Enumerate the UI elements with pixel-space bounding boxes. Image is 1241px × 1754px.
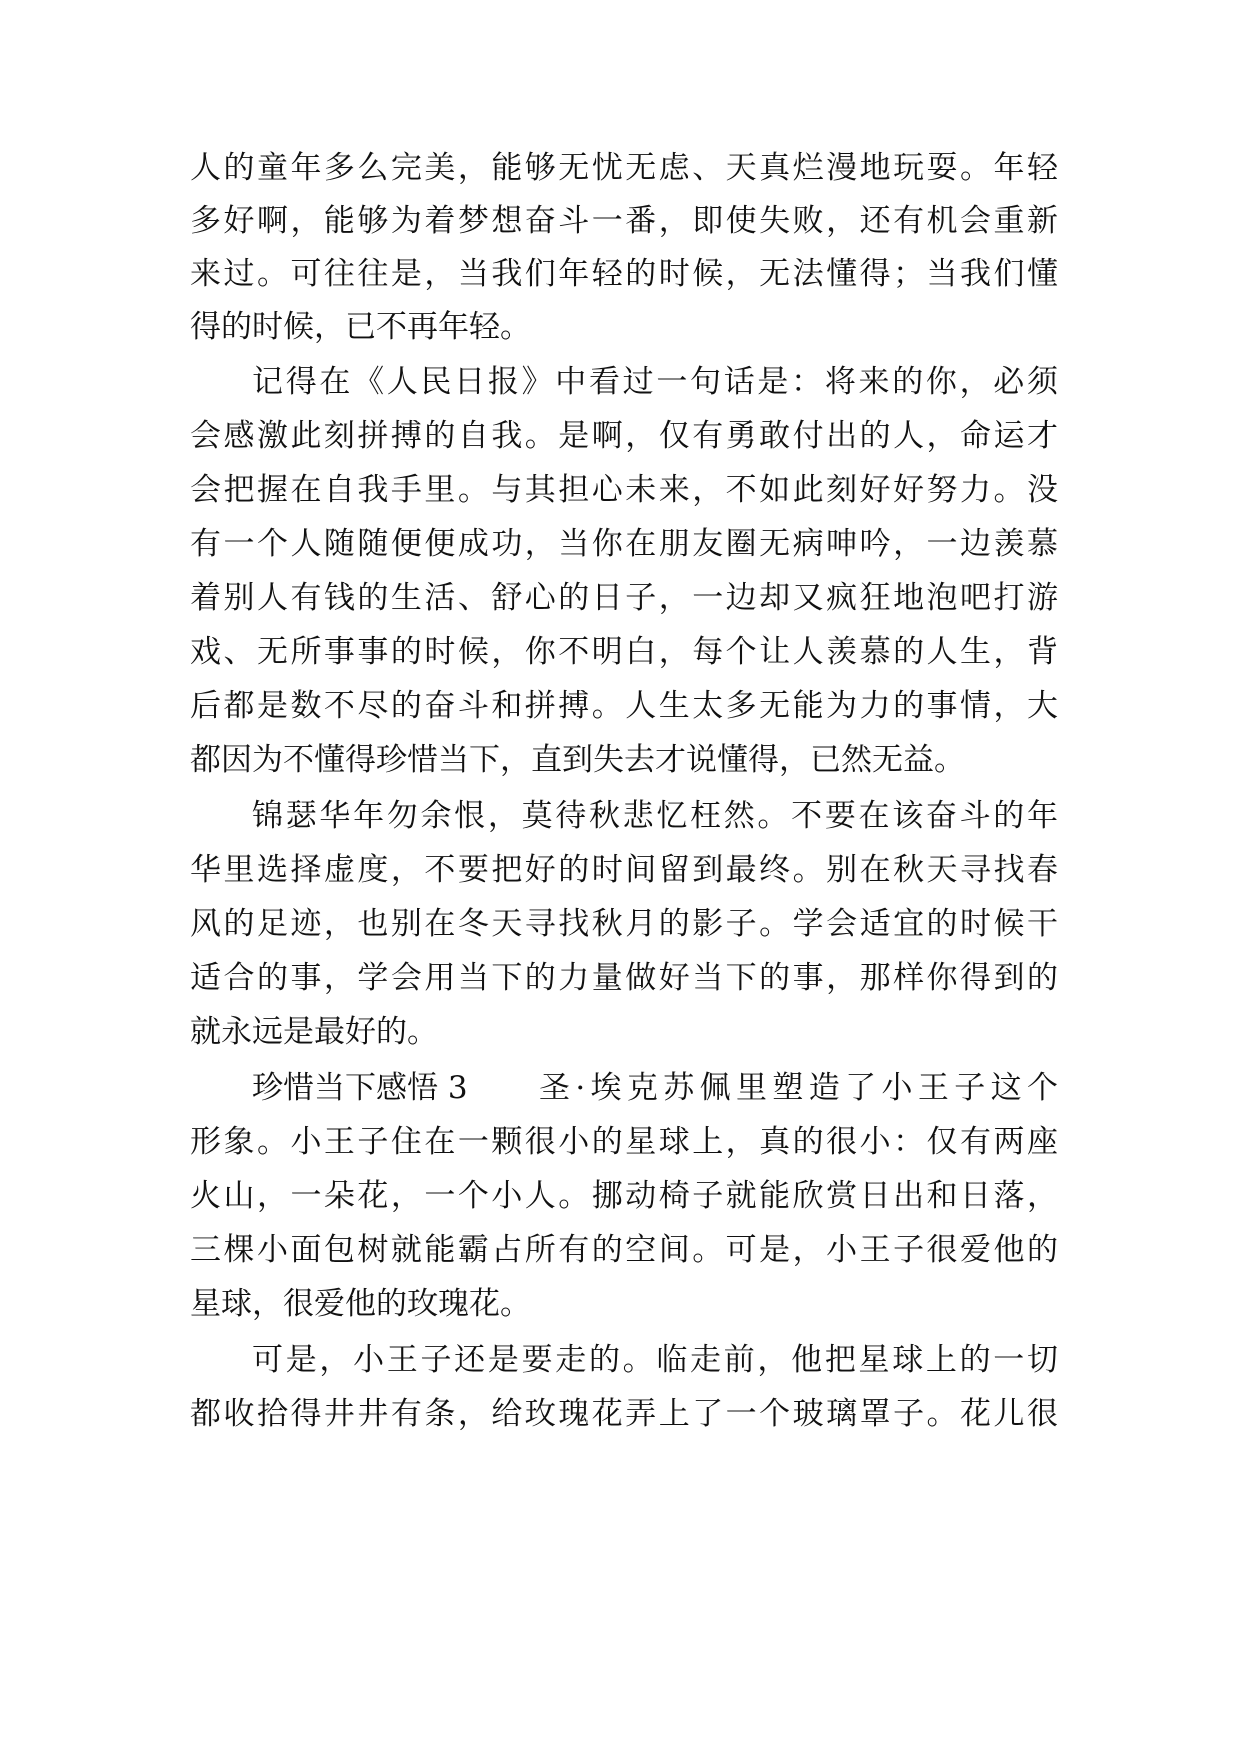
section-heading: 珍惜当下感悟 3: [252, 1070, 468, 1106]
paragraph-5-line-2: 都收拾得井井有条，给玫瑰花弄上了一个玻璃罩子。花儿很: [190, 1396, 1058, 1432]
paragraph-2-line-8: 都因为不懂得珍惜当下，直到失去才说懂得，已然无益。: [190, 742, 965, 778]
paragraph-4-line-3: 火山，一朵花，一个小人。挪动椅子就能欣赏日出和日落，: [190, 1178, 1058, 1214]
paragraph-1-line-4: 得的时候，已不再年轻。: [190, 309, 531, 345]
paragraph-4-line-1-text: 圣·埃克苏佩里塑造了小王子这个: [533, 1070, 1058, 1106]
paragraph-3-line-4: 适合的事，学会用当下的力量做好当下的事，那样你得到的: [190, 960, 1058, 996]
paragraph-3-line-1: 锦瑟华年勿余恨，莫待秋悲忆枉然。不要在该奋斗的年: [252, 798, 1058, 834]
paragraph-5-line-1: 可是，小王子还是要走的。临走前，他把星球上的一切: [252, 1342, 1058, 1378]
paragraph-4-line-2: 形象。小王子住在一颗很小的星球上，真的很小：仅有两座: [190, 1124, 1058, 1160]
paragraph-3-line-3: 风的足迹，也别在冬天寻找秋月的影子。学会适宜的时候干: [190, 906, 1058, 942]
paragraph-2-line-1: 记得在《人民日报》中看过一句话是：将来的你，必须: [252, 364, 1058, 400]
paragraph-2-line-4: 有一个人随随便便成功，当你在朋友圈无病呻吟，一边羡慕: [190, 526, 1058, 562]
paragraph-2-line-7: 后都是数不尽的奋斗和拼搏。人生太多无能为力的事情，大: [190, 688, 1058, 724]
paragraph-1-line-1: 人的童年多么完美，能够无忧无虑、天真烂漫地玩耍。年轻: [190, 150, 1058, 186]
paragraph-4-line-4: 三棵小面包树就能霸占所有的空间。可是，小王子很爱他的: [190, 1232, 1058, 1268]
paragraph-4-line-5: 星球，很爱他的玫瑰花。: [190, 1286, 531, 1322]
paragraph-2-line-3: 会把握在自我手里。与其担心未来，不如此刻好好努力。没: [190, 472, 1058, 508]
paragraph-2-line-6: 戏、无所事事的时候，你不明白，每个让人羡慕的人生，背: [190, 634, 1058, 670]
paragraph-1-line-3: 来过。可往往是，当我们年轻的时候，无法懂得；当我们懂: [190, 256, 1058, 292]
paragraph-2-line-5: 着别人有钱的生活、舒心的日子，一边却又疯狂地泡吧打游: [190, 580, 1058, 616]
paragraph-3-line-2: 华里选择虚度，不要把好的时间留到最终。别在秋天寻找春: [190, 852, 1058, 888]
paragraph-3-line-5: 就永远是最好的。: [190, 1014, 438, 1050]
paragraph-2-line-2: 会感激此刻拼搏的自我。是啊，仅有勇敢付出的人，命运才: [190, 418, 1058, 454]
paragraph-1-line-2: 多好啊，能够为着梦想奋斗一番，即使失败，还有机会重新: [190, 203, 1058, 239]
paragraph-4-line-1: [252, 1058, 1058, 1118]
